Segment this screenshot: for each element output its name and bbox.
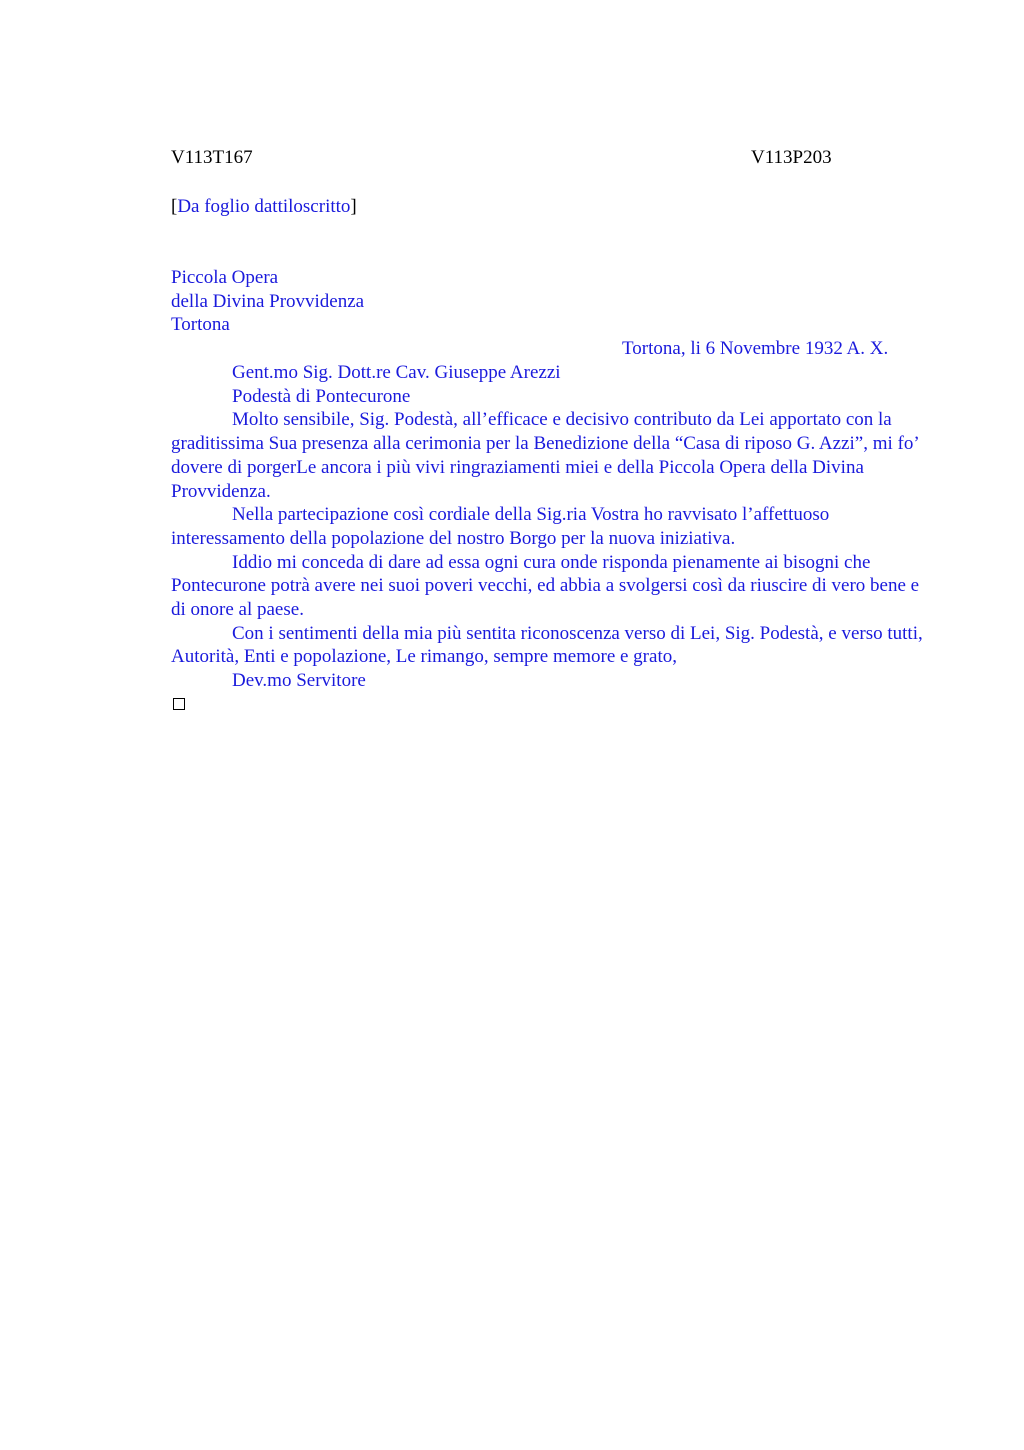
recipient-line-1: Gent.mo Sig. Dott.re Cav. Giuseppe Arezzi: [232, 362, 561, 383]
sender-line-1: Piccola Opera: [171, 267, 279, 288]
body-paragraph-3: Iddio mi conceda di dare ad essa ogni cura onde risponda pienamente ai bisogni che Pontecurone potrà avere nei suoi poveri vecchi, ed abbia a svolgersi così da riuscire di vero bene e di onore al paese.: [171, 551, 920, 621]
source-note: [171, 195, 357, 219]
source-note-text: Da foglio dattiloscritto: [177, 196, 351, 217]
end-marker-box: [173, 698, 185, 710]
closing-signature: Dev.mo Servitore: [232, 670, 366, 692]
body-paragraph-2: Nella partecipazione così cordiale della Sig.ria Vostra ho ravvisato l’affettuoso interessamento della popolazione del nostro Borgo per la nuova iniziativa.: [171, 504, 830, 549]
sender-address: [171, 266, 364, 337]
letter-body: [171, 361, 931, 693]
source-note-close-bracket: ]: [350, 196, 357, 217]
sender-line-2: della Divina Provvidenza: [171, 290, 365, 312]
sender-line-3: Tortona: [171, 314, 230, 335]
body-paragraph-4: Con i sentimenti della mia più sentita riconoscenza verso di Lei, Sig. Podestà, e verso tutti, Autorità, Enti e popolazione, Le rimango, sempre memore e grato,: [171, 622, 923, 668]
document-code-right: V113P203: [751, 147, 832, 168]
document-code-left: V113T167: [171, 147, 253, 168]
letter-date: Tortona, li 6 Novembre 1932 A. X.: [622, 338, 889, 359]
source-note-open-bracket: [: [171, 196, 178, 217]
recipient-line-2: Podestà di Pontecurone: [232, 385, 411, 407]
body-paragraph-1: Molto sensibile, Sig. Podestà, all’efficace e decisivo contributo da Lei apportato con la graditissima Sua presenza alla cerimonia per la Benedizione della “Casa di riposo G. Azzi”, mi fo’ dovere di porgerLe ancora i più vivi ringraziamenti miei e della Piccola Opera della Divina Provvidenza.: [171, 409, 919, 502]
